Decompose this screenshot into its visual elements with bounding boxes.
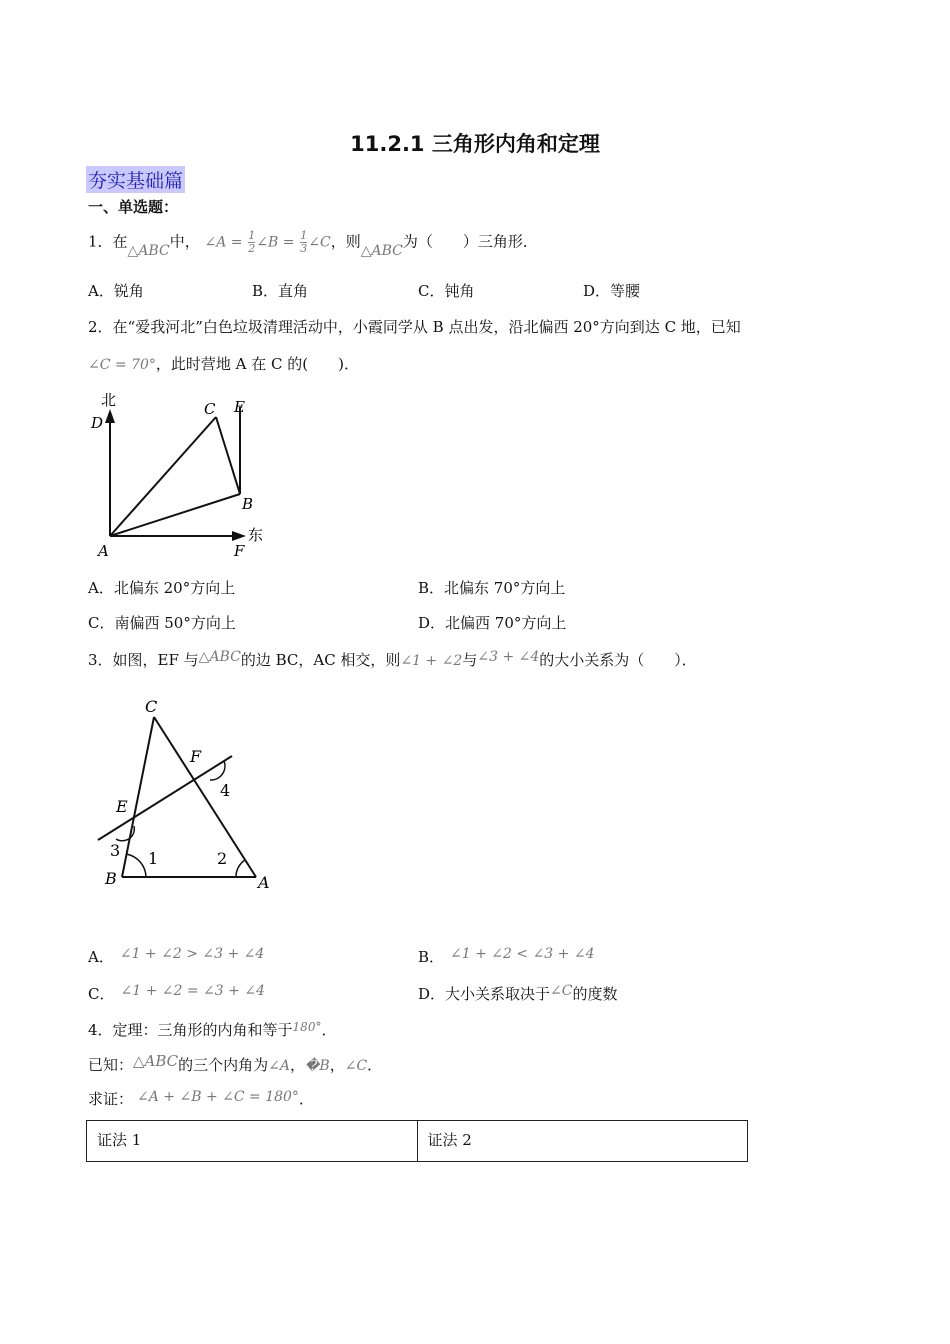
q4-angle-a: ∠A — [268, 1058, 291, 1074]
q4-text: 4．定理：三角形的内角和等于 — [88, 1021, 293, 1039]
q4-triangle: △ABC — [133, 1052, 179, 1070]
q1-angle-c: ∠C — [308, 234, 331, 251]
q3-option-c-label: C． — [88, 985, 115, 1003]
label-f: F — [234, 542, 245, 560]
q3-option-b-label: B． — [418, 948, 445, 966]
q3-triangle: △ABC — [198, 649, 241, 665]
q1-text-end: 为（ ）三角形． — [402, 232, 538, 251]
q1-option-d[interactable]: D．等腰 — [583, 282, 641, 300]
label-b: B — [242, 495, 254, 513]
label-a: A — [98, 542, 109, 560]
segment-cb — [216, 417, 240, 494]
label-f: F — [190, 747, 202, 766]
subsection-heading: 一、单选题： — [88, 198, 179, 216]
angle-2-arc — [236, 860, 245, 877]
q2-line-2 — [88, 353, 359, 374]
q4-sep-1: ， — [290, 1056, 306, 1074]
q4-angle-b: �B — [305, 1058, 330, 1074]
q1-angle-b: ∠B = — [256, 234, 295, 251]
label-4: 4 — [220, 781, 231, 800]
q2-line-1: 2．在“爱我河北”白色垃圾清理活动中，小霞同学从 B 点出发，沿北偏西 20°方向到达 C 地，已知 — [88, 318, 741, 336]
q3-option-c[interactable] — [88, 983, 265, 1004]
q3-option-a-label: A． — [88, 948, 114, 966]
segment-ca — [154, 717, 256, 877]
q4-known — [88, 1054, 382, 1075]
q3-text-3: 与 — [462, 651, 478, 669]
angle-4-arc — [210, 761, 225, 780]
q1-triangle-2: △ABC — [360, 242, 403, 259]
q1-angle-a: ∠A = — [204, 234, 243, 251]
label-c: C — [145, 697, 158, 716]
question-3 — [88, 649, 697, 670]
q3-diagram — [90, 690, 290, 900]
q4-dot: ． — [321, 1021, 337, 1039]
label-a: A — [258, 873, 270, 892]
q4-known-label: 已知： — [88, 1056, 134, 1074]
q1-triangle: △ABC — [127, 242, 170, 259]
section-heading: 夯实基础篇 — [86, 166, 185, 193]
north-arrow-icon — [105, 409, 115, 423]
q2-option-a[interactable]: A．北偏东 20°方向上 — [88, 579, 236, 597]
proof-table — [86, 1120, 748, 1162]
q3-text: 3．如图，EF 与 — [88, 651, 199, 669]
q3-option-a[interactable] — [88, 946, 264, 967]
q2-option-c[interactable]: C．南偏西 50°方向上 — [88, 614, 236, 632]
page-title: 11.2.1 三角形内角和定理 — [350, 132, 600, 156]
label-1: 1 — [148, 849, 159, 868]
east-arrow-icon — [232, 531, 246, 541]
q2-option-b[interactable]: B．北偏东 70°方向上 — [418, 579, 566, 597]
angle-1-arc — [126, 854, 146, 877]
label-c: C — [204, 400, 216, 418]
q3-option-b[interactable] — [418, 946, 594, 967]
q2-diagram — [80, 385, 280, 565]
q3-option-c-math: ∠1 + ∠2 = ∠3 + ∠4 — [120, 983, 265, 999]
q3-option-d-end: 的度数 — [572, 985, 618, 1003]
q1-option-c[interactable]: C．钝角 — [418, 282, 475, 300]
q4-prove — [88, 1088, 314, 1109]
label-east: 东 — [248, 526, 264, 544]
q4-dot-3: ． — [298, 1090, 314, 1108]
q1-text: 中， — [169, 232, 200, 251]
label-b: B — [105, 869, 117, 888]
q1-number: 1．在 — [88, 232, 128, 251]
q3-option-d[interactable] — [418, 983, 618, 1004]
q3-option-a-math: ∠1 + ∠2 > ∠3 + ∠4 — [119, 946, 265, 962]
question-4 — [88, 1019, 336, 1040]
q4-known-text: 的三个内角为 — [178, 1056, 269, 1074]
q4-prove-math: ∠A + ∠B + ∠C = 180° — [137, 1089, 299, 1105]
q3-option-d-angle: ∠C — [550, 983, 573, 999]
label-e: E — [234, 398, 245, 416]
q2-text: ，此时营地 A 在 C 的( )． — [155, 355, 359, 373]
label-north: 北 — [101, 391, 117, 409]
q4-prove-label: 求证： — [88, 1090, 134, 1108]
q3-text-2: 的边 BC，AC 相交，则 — [240, 651, 401, 669]
q1-fraction-1: $\frac{1}{2}$ — [248, 229, 256, 255]
proof-method-1[interactable]: 证法 1 — [97, 1131, 142, 1149]
q2-option-d[interactable]: D．北偏西 70°方向上 — [418, 614, 567, 632]
q3-angles-12: ∠1 + ∠2 — [400, 653, 463, 669]
proof-method-2[interactable]: 证法 2 — [417, 1121, 748, 1161]
q4-degrees: 180° — [292, 1020, 322, 1034]
q1-text-2: ，则 — [330, 232, 361, 251]
q1-option-a[interactable]: A．锐角 — [88, 282, 144, 300]
q2-angle: ∠C = 70° — [88, 357, 156, 373]
q3-angles-34: ∠3 + ∠4 — [477, 649, 540, 665]
q4-dot-2: ． — [367, 1056, 383, 1074]
q1-option-b[interactable]: B．直角 — [252, 282, 309, 300]
question-1 — [88, 229, 538, 259]
label-2: 2 — [217, 849, 228, 868]
label-e: E — [116, 797, 128, 816]
q3-text-end: 的大小关系为（ ）． — [539, 651, 697, 669]
q3-option-d-text: D．大小关系取决于 — [418, 985, 551, 1003]
q4-angle-c: ∠C — [344, 1058, 368, 1074]
q3-option-b-math: ∠1 + ∠2 < ∠3 + ∠4 — [450, 946, 595, 962]
q1-fraction-2: $\frac{1}{3}$ — [300, 229, 308, 255]
q4-sep-2: ， — [329, 1056, 345, 1074]
label-d: D — [91, 414, 104, 432]
label-3: 3 — [110, 841, 121, 860]
